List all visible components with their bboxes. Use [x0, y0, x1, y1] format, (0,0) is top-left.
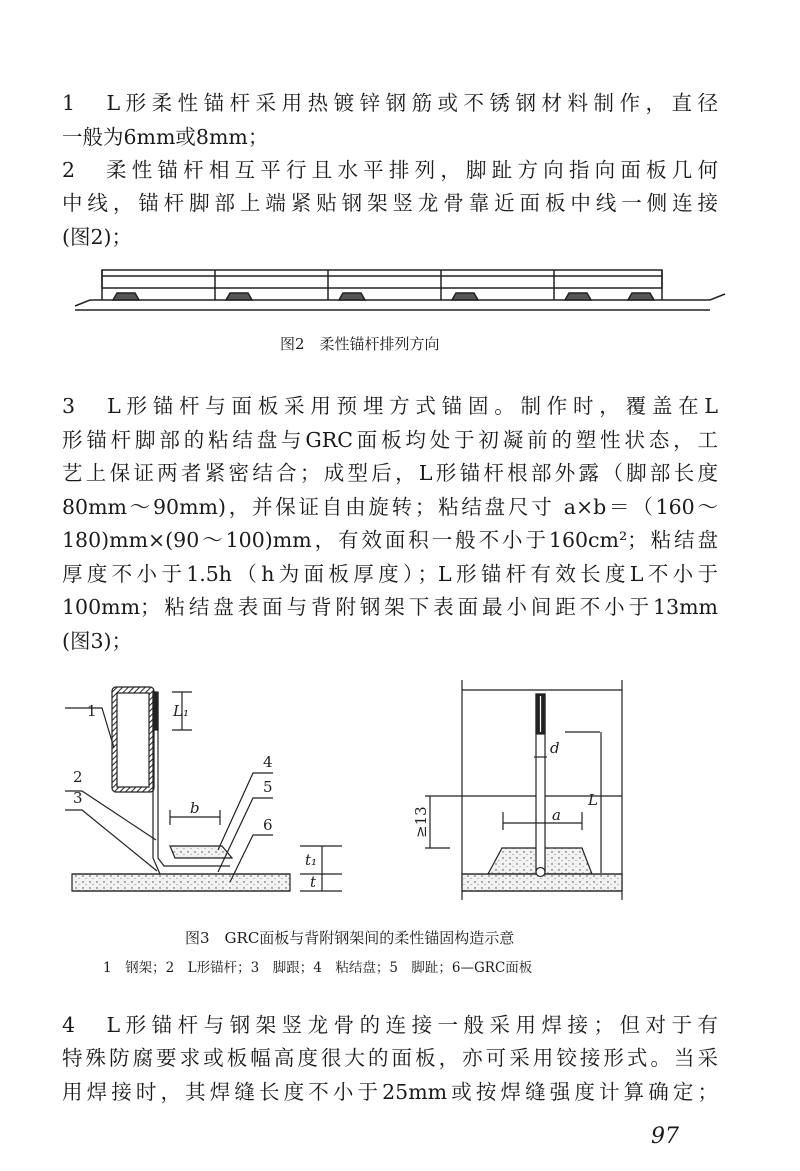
label-1: 1: [87, 702, 97, 720]
label-3: 3: [73, 789, 83, 807]
paragraph-4-line: 特殊防腐要求或板幅高度很大的面板，亦可采用铰接形式。当采: [62, 1046, 718, 1070]
label-6: 6: [263, 816, 273, 834]
label-L1: L₁: [173, 702, 189, 720]
paragraph-3-line: 80mm～90mm)，并保证自由旋转；粘结盘尺寸 a×b＝（160～: [62, 495, 718, 519]
label-a: a: [552, 806, 561, 824]
paragraph-3-line: 3 L形锚杆与面板采用预埋方式锚固。制作时，覆盖在L: [62, 394, 718, 418]
bonding-pad: [452, 293, 478, 300]
paragraph-1-line: 一般为6mm或8mm；: [62, 125, 269, 149]
paragraph-4-line: 用焊接时，其焊缝长度不小于25mm或按焊缝强度计算确定；: [62, 1080, 718, 1104]
figure-2-caption: 图2 柔性锚杆排列方向: [280, 335, 440, 353]
bonding-pad: [226, 293, 252, 300]
paragraph-3-line: 艺上保证两者紧密结合；成型后，L形锚杆根部外露（脚部长度: [62, 461, 718, 485]
bonding-pad: [113, 293, 139, 300]
paragraph-3-line: 厚度不小于1.5h（h为面板厚度）；L形锚杆有效长度L不小于: [62, 562, 718, 586]
paragraph-2-line: 中线，锚杆脚部上端紧贴钢架竖龙骨靠近面板中线一侧连接: [62, 191, 718, 215]
paragraph-2-line: 2 柔性锚杆相互平行且水平排列，脚趾方向指向面板几何: [62, 158, 718, 182]
label-L: L: [588, 791, 598, 809]
figure-3-diagram: [60, 670, 720, 910]
label-b: b: [190, 799, 200, 817]
label-t1: t₁: [305, 851, 318, 869]
label-t: t: [310, 873, 317, 891]
label-2: 2: [73, 768, 83, 786]
paragraph-4-line: 4 L形锚杆与钢架竖龙骨的连接一般采用焊接；但对于有: [62, 1013, 718, 1037]
label-5: 5: [263, 778, 273, 796]
figure-3-legend: 1 钢架；2 L形锚杆；3 脚跟；4 粘结盘；5 脚趾；6—GRC面板: [103, 960, 533, 976]
paragraph-3-line: 100mm；粘结盘表面与背附钢架下表面最小间距不小于13mm: [62, 595, 718, 619]
figure-2-diagram: [70, 262, 730, 322]
label-d: d: [550, 739, 560, 757]
figure-3-caption: 图3 GRC面板与背附钢架间的柔性锚固构造示意: [185, 929, 515, 947]
paragraph-1-line: 1 L形柔性锚杆采用热镀锌钢筋或不锈钢材料制作，直径: [62, 91, 718, 115]
paragraph-3-line: (图3)；: [62, 629, 133, 653]
paragraph-2-line: (图2)；: [62, 225, 133, 249]
label-min-gap: ≥13: [412, 806, 430, 838]
bonding-pad: [628, 293, 654, 300]
label-4: 4: [263, 753, 273, 771]
page-number: 97: [651, 1124, 679, 1149]
paragraph-3-line: 180)mm×(90～100)mm，有效面积一般不小于160cm²；粘结盘: [62, 528, 718, 552]
bonding-pad: [339, 293, 365, 300]
bonding-pad: [565, 293, 591, 300]
paragraph-3-line: 形锚杆脚部的粘结盘与GRC面板均处于初凝前的塑性状态，工: [62, 428, 718, 452]
